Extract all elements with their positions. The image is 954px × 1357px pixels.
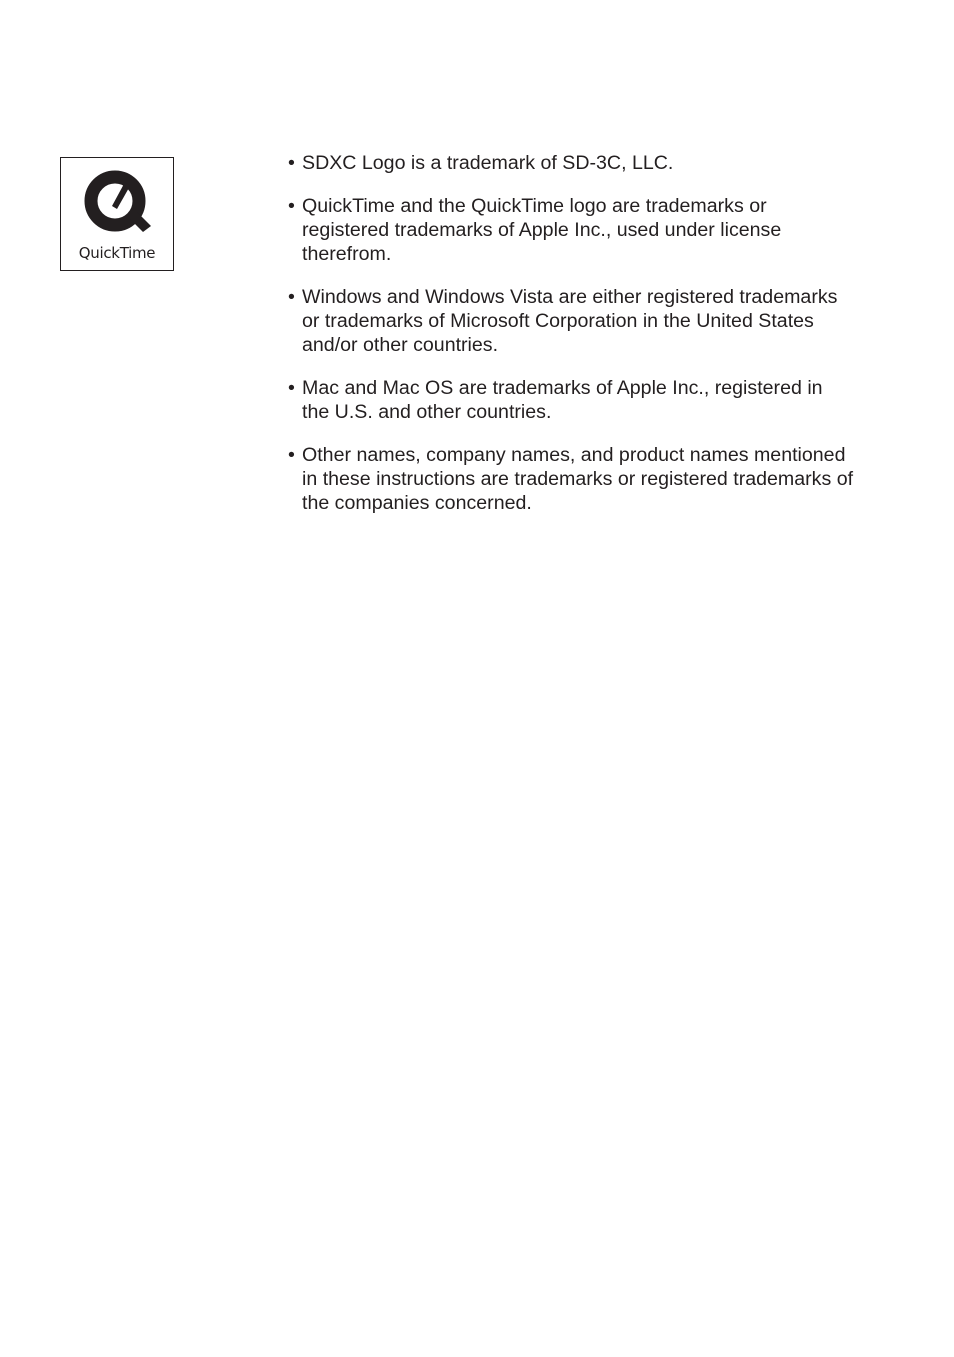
- note-line: SDXC Logo is a trademark of SD-3C, LLC.: [302, 152, 674, 174]
- bullet-glyph: •: [288, 286, 295, 309]
- note-line: therefrom.: [302, 242, 392, 265]
- note-line: QuickTime and the QuickTime logo are trademarks or: [302, 195, 767, 218]
- bullet-glyph: •: [288, 377, 295, 400]
- note-line: the U.S. and other countries.: [302, 400, 552, 423]
- trademark-notes: [288, 152, 908, 535]
- note-line: or trademarks of Microsoft Corporation in the United States: [302, 309, 814, 332]
- note-line: Mac and Mac OS are trademarks of Apple Inc., registered in: [302, 377, 823, 400]
- trademark-note-sdxc: [288, 152, 908, 176]
- note-line: registered trademarks of Apple Inc., used under license: [302, 219, 782, 242]
- note-line: Other names, company names, and product names mentioned: [302, 444, 846, 467]
- quicktime-q-icon: [81, 168, 155, 240]
- bullet-glyph: •: [288, 195, 295, 218]
- note-line: in these instructions are trademarks or registered trademarks of: [302, 467, 854, 490]
- note-line: the companies concerned.: [302, 491, 532, 514]
- bullet-glyph: •: [288, 444, 295, 467]
- note-line: Windows and Windows Vista are either registered trademarks: [302, 286, 838, 309]
- note-line: and/or other countries.: [302, 333, 499, 356]
- trademark-note-windows: [288, 286, 908, 357]
- trademark-note-mac: [288, 377, 908, 425]
- quicktime-wordmark: QuickTime: [78, 244, 156, 262]
- trademark-note-quicktime: [288, 195, 908, 266]
- bullet-glyph: •: [288, 152, 295, 174]
- quicktime-logo: [60, 157, 174, 271]
- trademark-note-other: [288, 444, 908, 515]
